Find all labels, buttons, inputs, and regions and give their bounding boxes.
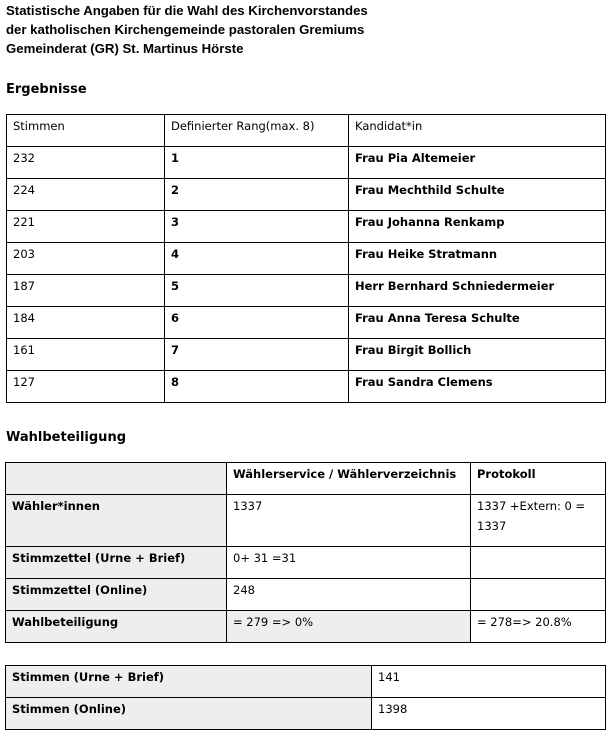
- table-row: [7, 179, 606, 211]
- table-row: [6, 547, 606, 579]
- voter-service-cell: 0+ 31 =31: [227, 547, 471, 579]
- table-row: [7, 371, 606, 403]
- rank-cell: 7: [165, 339, 349, 371]
- totals-table: [5, 665, 606, 730]
- column-header-voter-service: Wählerservice / Wählerverzeichnis: [227, 463, 471, 495]
- table-row: [6, 611, 606, 643]
- table-row: [6, 698, 606, 730]
- title-line-3: Gemeinderat (GR) St. Martinus Hörste: [6, 41, 244, 56]
- table-row: [7, 147, 606, 179]
- votes-cell: 232: [7, 147, 165, 179]
- results-heading: Ergebnisse: [6, 82, 87, 97]
- voter-service-cell: 1337: [227, 495, 471, 547]
- rank-cell: 1: [165, 147, 349, 179]
- column-header-rank: Definierter Rang(max. 8): [165, 115, 349, 147]
- table-row: [7, 211, 606, 243]
- protocol-cell: [471, 579, 606, 611]
- votes-cell: 224: [7, 179, 165, 211]
- table-row: [7, 339, 606, 371]
- table-row: [6, 495, 606, 547]
- table-header-row: [6, 463, 606, 495]
- row-label-votes-urn-mail: Stimmen (Urne + Brief): [6, 666, 372, 698]
- voter-service-cell: = 279 => 0%: [227, 611, 471, 643]
- votes-cell: 127: [7, 371, 165, 403]
- candidate-cell: Frau Pia Altemeier: [349, 147, 606, 179]
- votes-cell: 203: [7, 243, 165, 275]
- rank-cell: 4: [165, 243, 349, 275]
- candidate-cell: Herr Bernhard Schniedermeier: [349, 275, 606, 307]
- value-cell: 141: [372, 666, 606, 698]
- column-header-empty: [6, 463, 227, 495]
- protocol-line-1: 1337 +Extern: 0 =: [477, 499, 586, 513]
- column-header-votes: Stimmen: [7, 115, 165, 147]
- row-label-ballots-online: Stimmzettel (Online): [6, 579, 227, 611]
- candidate-cell: Frau Mechthild Schulte: [349, 179, 606, 211]
- candidate-cell: Frau Johanna Renkamp: [349, 211, 606, 243]
- results-table: [6, 114, 606, 403]
- protocol-cell: = 278=> 20.8%: [471, 611, 606, 643]
- value-cell: 1398: [372, 698, 606, 730]
- table-row: [6, 666, 606, 698]
- row-label-votes-online: Stimmen (Online): [6, 698, 372, 730]
- votes-cell: 187: [7, 275, 165, 307]
- rank-cell: 6: [165, 307, 349, 339]
- table-row: [6, 579, 606, 611]
- protocol-cell: [471, 547, 606, 579]
- candidate-cell: Frau Heike Stratmann: [349, 243, 606, 275]
- votes-cell: 161: [7, 339, 165, 371]
- table-row: [7, 275, 606, 307]
- table-row: [7, 307, 606, 339]
- protocol-cell: [471, 495, 606, 547]
- row-label-voters: Wähler*innen: [6, 495, 227, 547]
- candidate-cell: Frau Sandra Clemens: [349, 371, 606, 403]
- table-header-row: [7, 115, 606, 147]
- protocol-line-2: 1337: [477, 519, 507, 533]
- turnout-table: [5, 462, 606, 643]
- title-line-2: der katholischen Kirchengemeinde pastoralen Gremiums: [6, 22, 365, 37]
- votes-cell: 221: [7, 211, 165, 243]
- title-line-1: Statistische Angaben für die Wahl des Kirchenvorstandes: [6, 3, 368, 18]
- rank-cell: 3: [165, 211, 349, 243]
- candidate-cell: Frau Anna Teresa Schulte: [349, 307, 606, 339]
- column-header-protocol: Protokoll: [471, 463, 606, 495]
- table-row: [7, 243, 606, 275]
- row-label-turnout: Wahlbeteiligung: [6, 611, 227, 643]
- voter-service-cell: 248: [227, 579, 471, 611]
- rank-cell: 2: [165, 179, 349, 211]
- rank-cell: 8: [165, 371, 349, 403]
- page-title: [6, 1, 596, 58]
- candidate-cell: Frau Birgit Bollich: [349, 339, 606, 371]
- turnout-heading: Wahlbeteiligung: [6, 430, 127, 445]
- row-label-ballots-urn-mail: Stimmzettel (Urne + Brief): [6, 547, 227, 579]
- column-header-candidate: Kandidat*in: [349, 115, 606, 147]
- rank-cell: 5: [165, 275, 349, 307]
- votes-cell: 184: [7, 307, 165, 339]
